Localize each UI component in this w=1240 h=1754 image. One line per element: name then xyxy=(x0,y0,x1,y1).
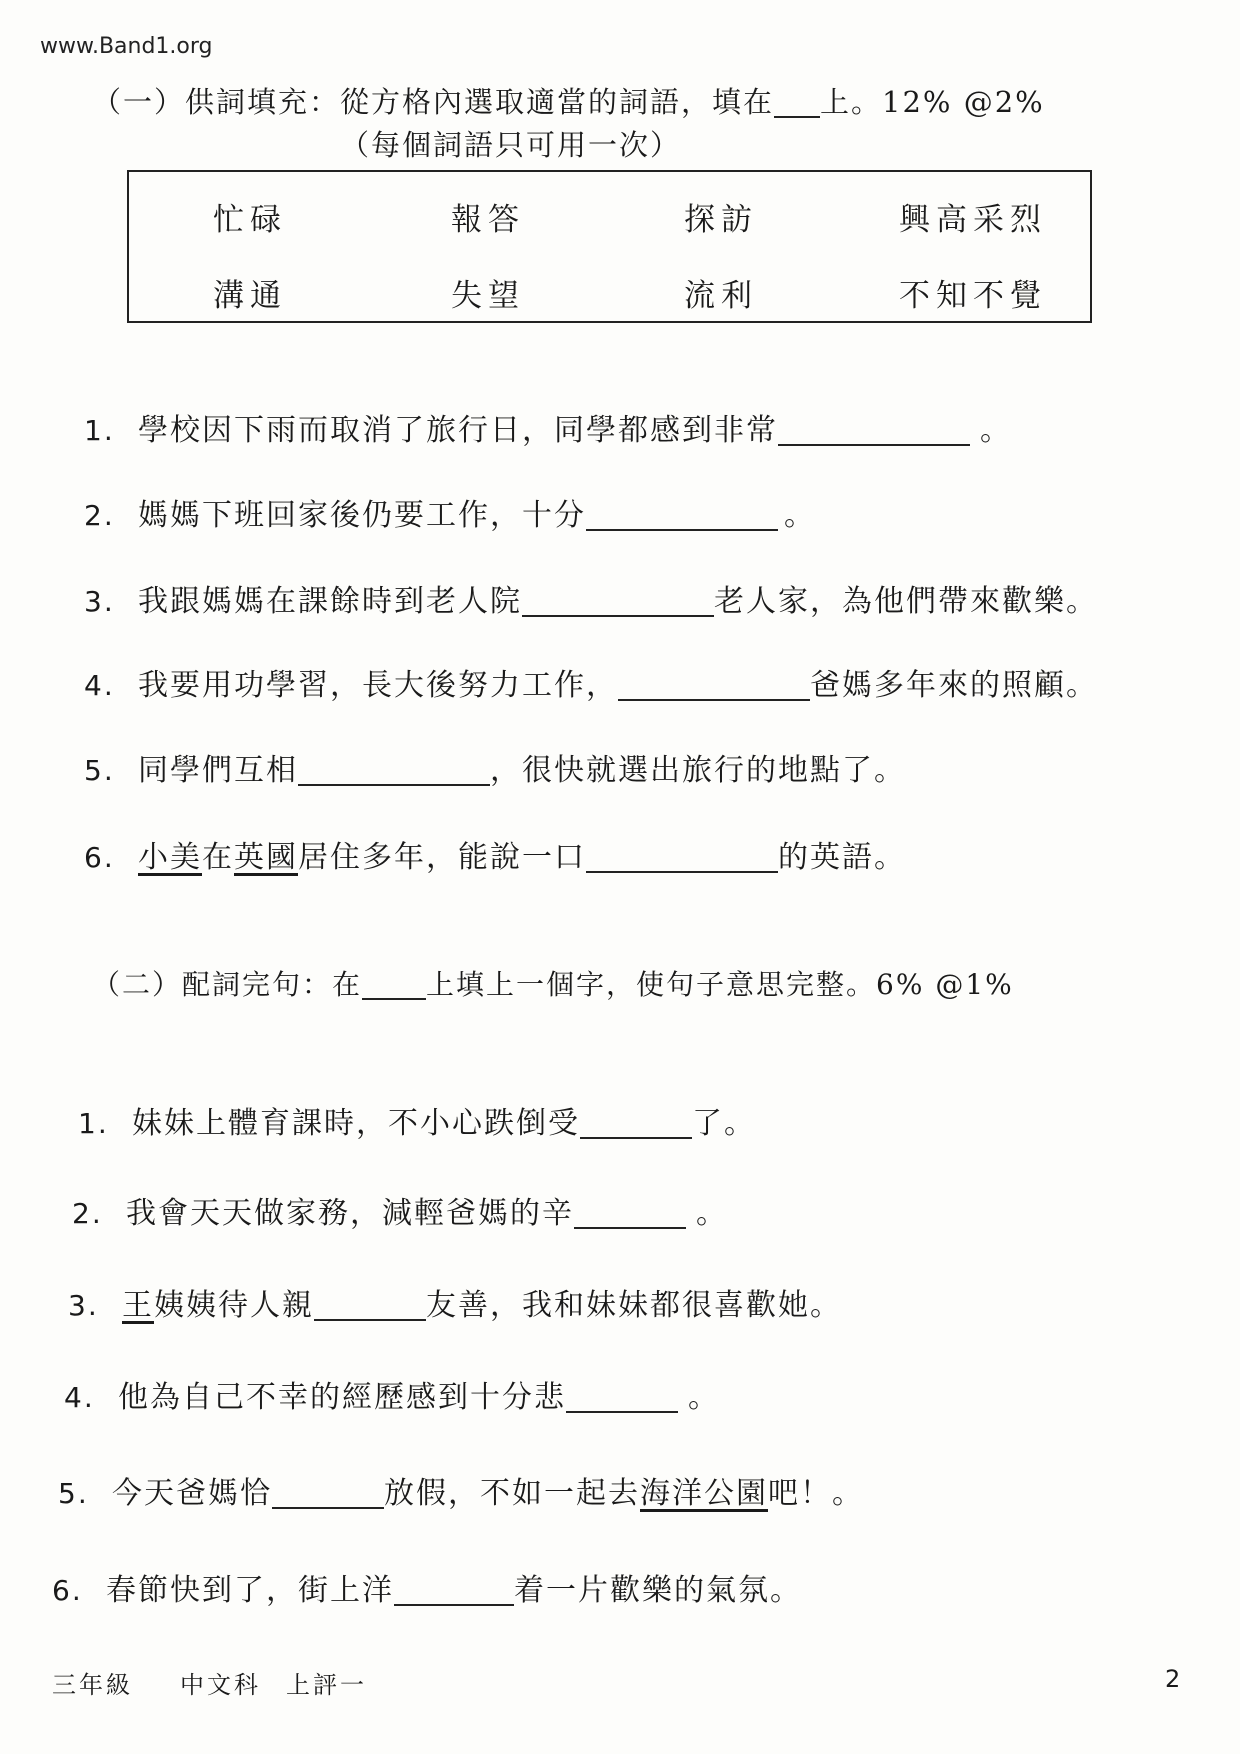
word-bank-item: 探訪 xyxy=(684,202,758,238)
footer-grade: 三年級 xyxy=(52,1671,133,1699)
s1-question-4: 4. 我要用功學習，長大後努力工作， 爸媽多年來的照顧。 xyxy=(84,668,1098,703)
s2-question-4: 4. 他為自己不幸的經歷感到十分悲 。 xyxy=(64,1380,720,1415)
proper-noun-underline: 海洋公園 xyxy=(640,1476,768,1511)
word-bank-item: 報答 xyxy=(451,202,525,238)
answer-blank[interactable] xyxy=(778,414,970,446)
word-bank-item: 不知不覺 xyxy=(899,278,1047,314)
proper-noun-underline: 王 xyxy=(122,1288,154,1323)
answer-blank[interactable] xyxy=(314,1289,426,1321)
s2-question-6: 6. 春節快到了，街上洋 着一片歡樂的氣氛。 xyxy=(52,1573,802,1608)
s1-question-6: 6. 小美在英國居住多年，能說一口 的英語。 xyxy=(84,840,906,875)
s1-question-3: 3. 我跟媽媽在課餘時到老人院 老人家，為他們帶來歡樂。 xyxy=(84,584,1098,619)
watermark: www.Band1.org xyxy=(40,34,213,59)
s2-question-5: 5. 今天爸媽恰 放假，不如一起去海洋公園吧！。 xyxy=(58,1476,864,1511)
word-bank-item: 忙碌 xyxy=(213,202,287,238)
answer-blank[interactable] xyxy=(522,585,714,617)
section1-title: （一）供詞填充：從方格內選取適當的詞語，填在 上。12% @2% xyxy=(92,85,1045,119)
footer-term: 上評一 xyxy=(286,1671,367,1699)
s1-question-5: 5. 同學們互相 ，很快就選出旅行的地點了。 xyxy=(84,753,906,788)
s2-question-1: 1. 妹妹上體育課時，不小心跌倒受 了。 xyxy=(78,1106,756,1141)
proper-noun-underline: 小美 xyxy=(138,840,202,875)
answer-blank[interactable] xyxy=(586,499,778,531)
answer-blank[interactable] xyxy=(574,1197,686,1229)
section2-title: （二）配詞完句：在 上填上一個字，使句子意思完整。6% @1% xyxy=(92,968,1014,1001)
word-bank-item: 失望 xyxy=(451,278,525,314)
answer-blank[interactable] xyxy=(298,754,490,786)
page-number: 2 xyxy=(1165,1665,1181,1693)
s1-question-1: 1. 學校因下雨而取消了旅行日，同學都感到非常 。 xyxy=(84,413,1012,448)
proper-noun-underline: 英國 xyxy=(234,840,298,875)
word-bank-item: 興高采烈 xyxy=(899,202,1047,238)
answer-blank[interactable] xyxy=(580,1107,692,1139)
s1-question-2: 2. 媽媽下班回家後仍要工作，十分 。 xyxy=(84,498,816,533)
section1-subtitle: （每個詞語只可用一次） xyxy=(340,128,682,162)
footer-subject: 中文科 xyxy=(180,1671,261,1699)
word-bank-item: 溝通 xyxy=(213,278,287,314)
answer-blank[interactable] xyxy=(566,1381,678,1413)
s2-question-3: 3. 王姨姨待人親 友善，我和妹妹都很喜歡她。 xyxy=(68,1288,842,1323)
answer-blank[interactable] xyxy=(586,841,778,873)
word-bank-box xyxy=(127,170,1092,323)
answer-blank[interactable] xyxy=(394,1574,514,1606)
word-bank-item: 流利 xyxy=(684,278,758,314)
s2-question-2: 2. 我會天天做家務，減輕爸媽的辛 。 xyxy=(72,1196,728,1231)
answer-blank[interactable] xyxy=(272,1477,384,1509)
answer-blank[interactable] xyxy=(618,669,810,701)
